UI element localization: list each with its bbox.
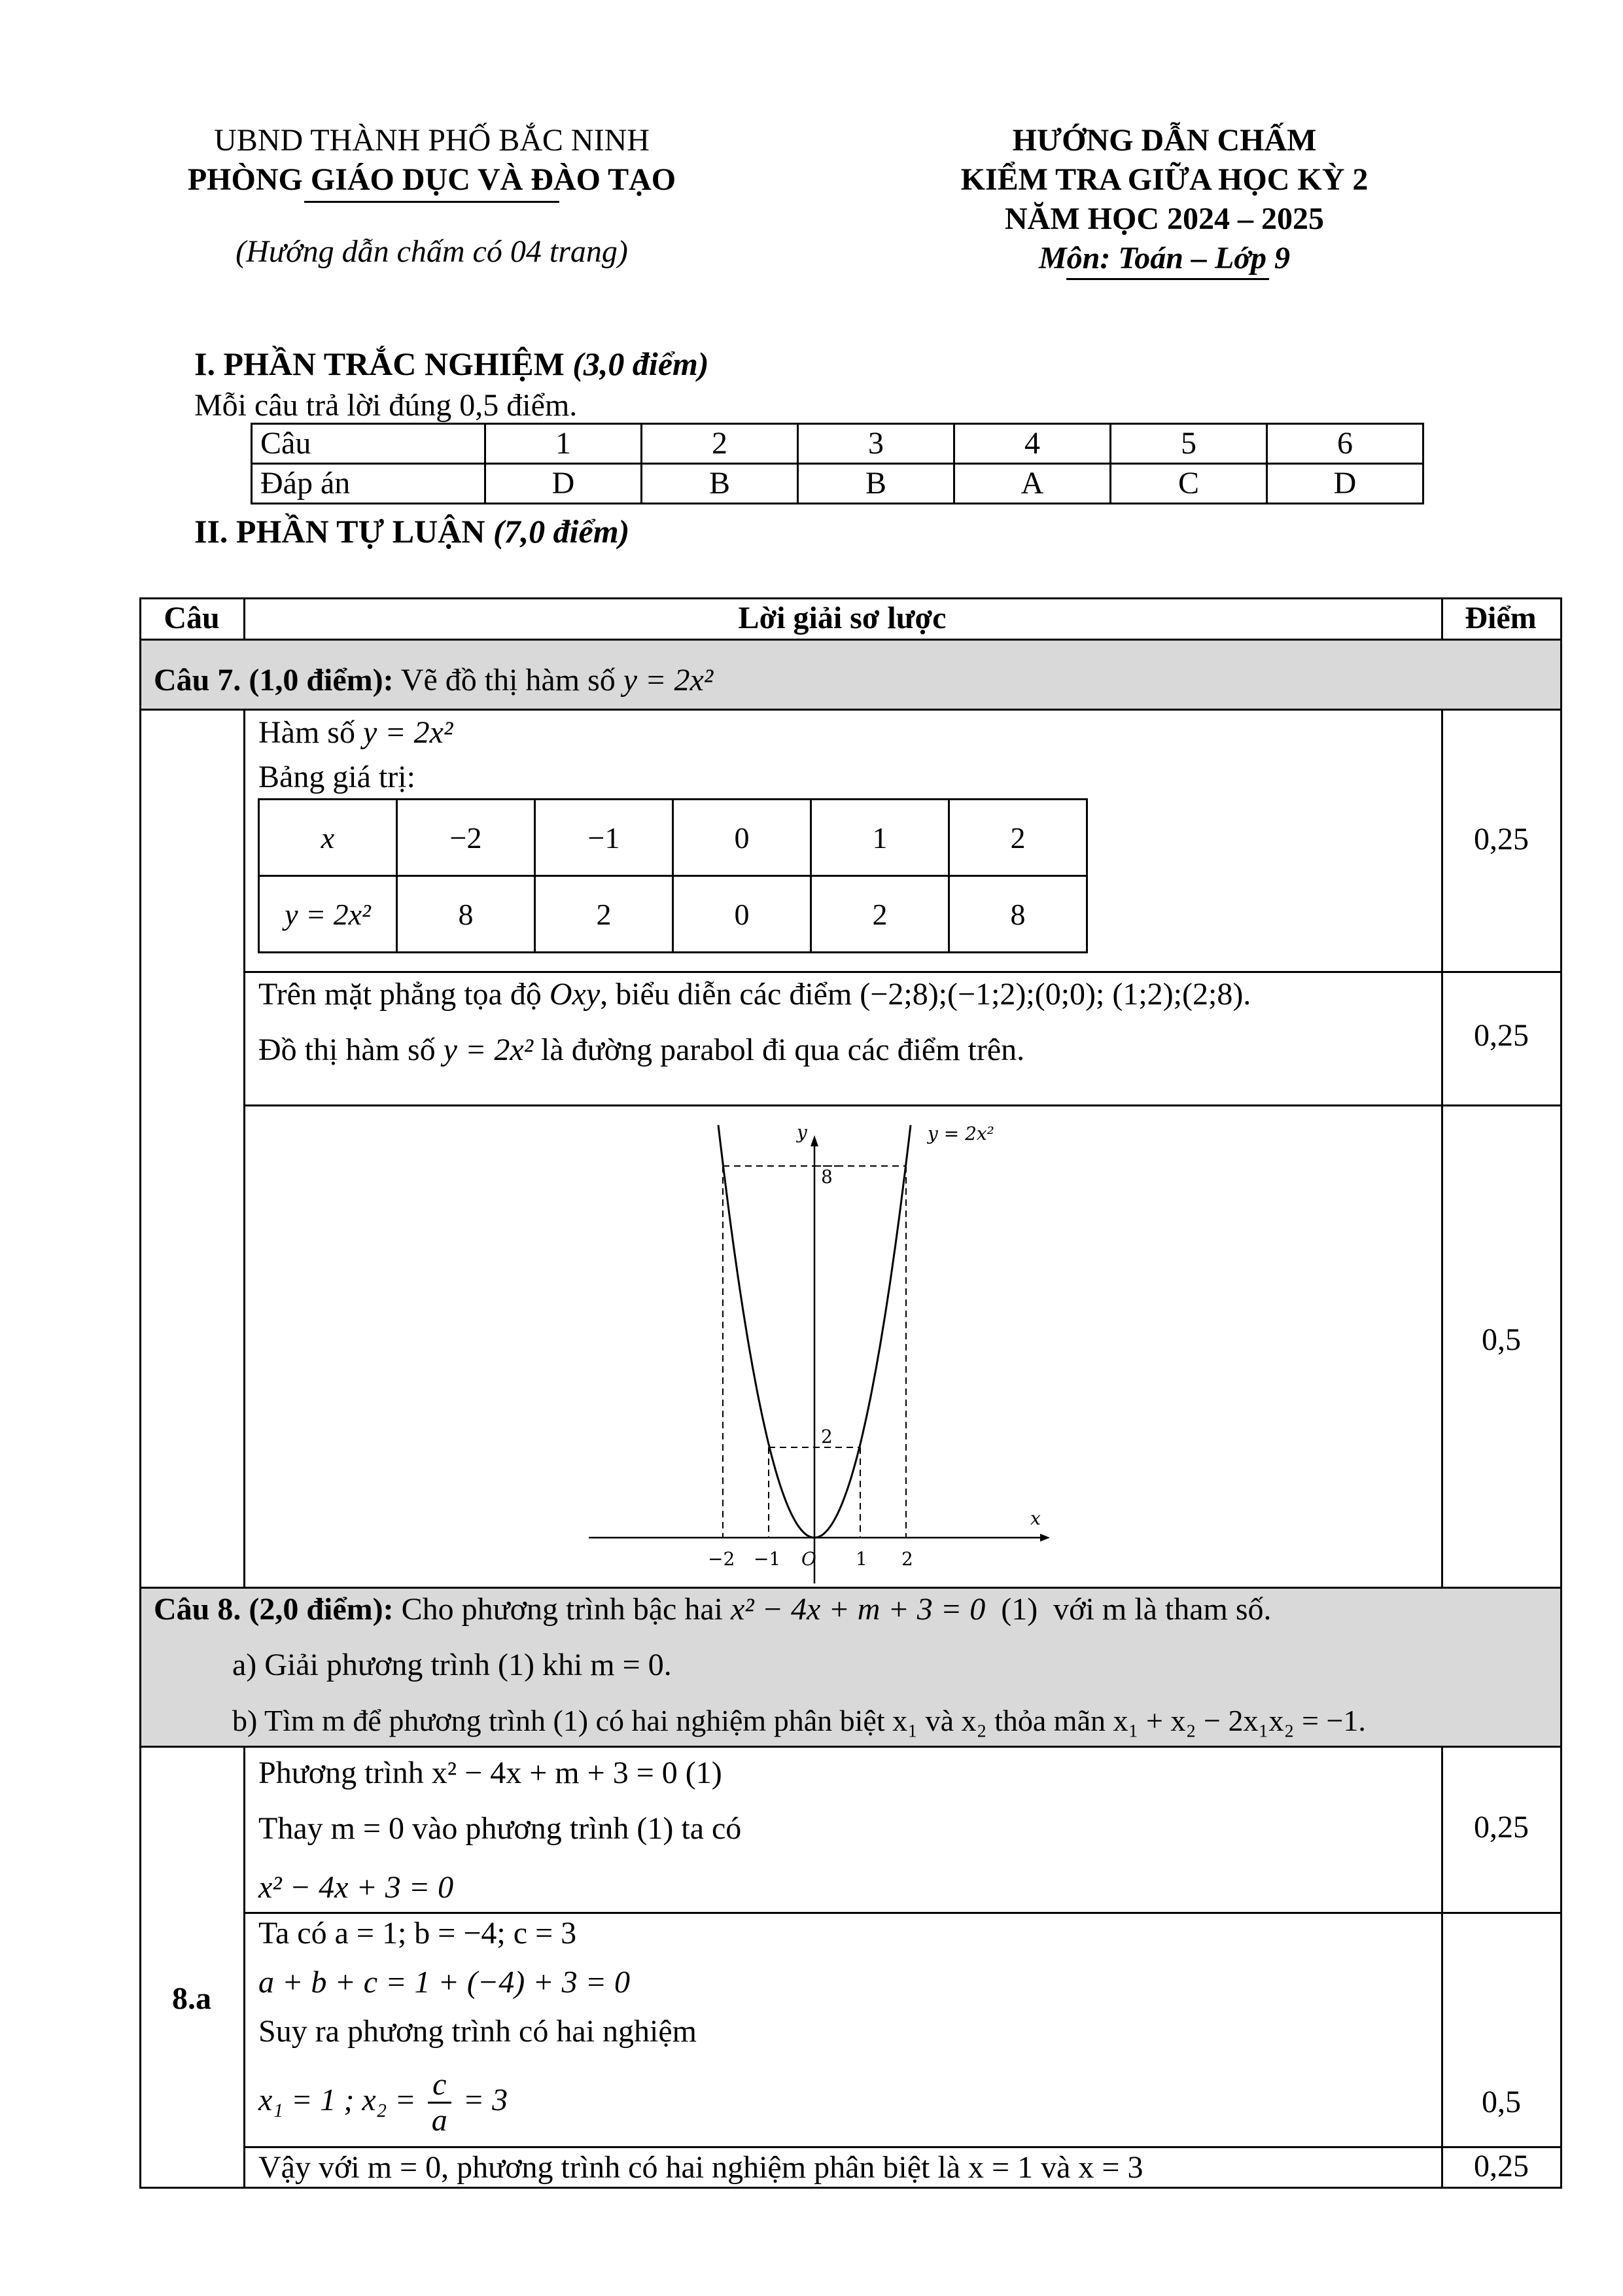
col-header-diem: Điểm	[1465, 601, 1537, 635]
fraction-c-over-a	[428, 2068, 451, 2138]
q8-heading-eq: x² − 4x + m + 3 = 0	[730, 1592, 986, 1627]
q8a-r2-points: 0,5	[1482, 2085, 1521, 2119]
header-right-underline	[1066, 278, 1269, 280]
q8a-r3-line: Vậy với m = 0, phương trình có hai nghiệm phân biệt là x = 1 và x = 3	[258, 2150, 1143, 2185]
answer-key-a: B	[798, 464, 954, 504]
q7-heading-text: Vẽ đồ thị hàm số	[400, 663, 616, 698]
q7-heading	[154, 661, 713, 700]
q7-heading-math: y = 2x²	[623, 663, 714, 698]
q7-r2-points-list: (−2;8);(−1;2);(0;0); (1;2);(2;8).	[860, 977, 1251, 1012]
answer-key-answers-row	[252, 464, 1423, 504]
q8a-r1-line1: Phương trình x² − 4x + m + 3 = 0 (1)	[258, 1756, 722, 1790]
q7-r1-points: 0,25	[1474, 822, 1529, 857]
q8a-r1-line3: x² − 4x + 3 = 0	[258, 1870, 454, 1905]
q7-r2-text-a: Trên mặt phẳng tọa độ	[258, 977, 542, 1012]
part2-title-text: II. PHẦN TỰ LUẬN	[194, 513, 485, 550]
parabola-graph	[589, 1112, 1086, 1583]
exam-name: KIỂM TRA GIỮA HỌC KỲ 2	[960, 162, 1369, 197]
q7-r1-line2: Bảng giá trị:	[258, 760, 415, 794]
q8-heading-tail: với m là tham số.	[1053, 1592, 1272, 1627]
value-table-y: 8	[397, 876, 535, 953]
value-table-x: −2	[397, 800, 535, 876]
value-table-x-row	[259, 800, 1087, 876]
part2-points: (7,0 điểm)	[493, 513, 630, 550]
y-axis-label: y	[797, 1122, 807, 1143]
q7-r2-line2-math: y = 2x²	[443, 1033, 534, 1067]
part1-title-text: I. PHẦN TRẮC NGHIỆM	[194, 345, 565, 382]
answer-key-a: D	[485, 464, 642, 504]
tick-x-2: 2	[901, 1548, 913, 1570]
q7-r2-line2	[258, 1031, 1024, 1070]
value-table-x: 1	[811, 800, 949, 876]
origin-label: O	[801, 1548, 816, 1570]
q7-r2-math-oxy: Oxy	[549, 977, 601, 1012]
answer-key-a: C	[1111, 464, 1267, 504]
q8a-r1-line2: Thay m = 0 vào phương trình (1) ta có	[258, 1811, 742, 1846]
value-table-y-row	[259, 876, 1087, 953]
tick-x-1: 1	[856, 1548, 867, 1570]
answer-key-a: A	[954, 464, 1111, 504]
q7-r1-line1	[258, 713, 453, 752]
q8a-r2-line4	[258, 2064, 508, 2138]
value-table-y: 8	[949, 876, 1087, 953]
q7-heading-bold: Câu 7. (1,0 điểm):	[154, 663, 394, 698]
q7-r2-points: 0,25	[1474, 1018, 1529, 1053]
x-axis-label: x	[1030, 1508, 1041, 1529]
tick-y-2: 2	[821, 1426, 833, 1447]
q8-heading-text: Cho phương trình bậc hai	[401, 1592, 723, 1627]
function-label: y = 2x²	[928, 1123, 994, 1144]
part1-points: (3,0 điểm)	[572, 345, 709, 382]
q8-heading	[154, 1590, 1272, 1629]
value-table-x: 2	[949, 800, 1087, 876]
answer-key-a-label: Đáp án	[252, 464, 485, 504]
q8a-r2-line3: Suy ra phương trình có hai nghiệm	[258, 2014, 697, 2049]
answer-key-q: 4	[954, 424, 1111, 464]
answer-key-q: 1	[485, 424, 642, 464]
header-left	[105, 121, 759, 272]
value-table-y: 2	[811, 876, 949, 953]
answer-key-q: 6	[1267, 424, 1423, 464]
answer-key-q-label: Câu	[252, 424, 485, 464]
answer-key-q: 5	[1111, 424, 1267, 464]
answer-key-table	[251, 423, 1424, 504]
col-header-loigiai: Lời giải sơ lược	[738, 601, 947, 635]
authority-name: UBND THÀNH PHỐ BẮC NINH	[214, 123, 650, 158]
answer-key-a: B	[642, 464, 798, 504]
q8a-label: 8.a	[172, 1981, 211, 2016]
value-table-y-label: y = 2x²	[259, 876, 397, 953]
page-count-note: (Hướng dẫn chấm có 04 trang)	[236, 234, 628, 269]
col-header-cau: Câu	[164, 601, 220, 635]
doc-title: HƯỚNG DẪN CHẤM	[1012, 123, 1317, 158]
tick-x-m1: −1	[754, 1548, 781, 1570]
tick-y-8: 8	[821, 1166, 833, 1188]
value-table-x: 0	[673, 800, 811, 876]
q8a-roots-text: x₁ = 1 ; x₂ =	[258, 2083, 416, 2117]
value-table-y: 0	[673, 876, 811, 953]
value-table-x: −1	[535, 800, 673, 876]
q8-sub-b: b) Tìm m để phương trình (1) có hai nghiệm phân biệt x₁ và x₂ thỏa mãn x₁ + x₂ − 2x₁x₂ = −1.	[232, 1704, 1366, 1737]
subject-grade: Môn: Toán – Lớp 9	[1038, 241, 1291, 275]
q8-heading-bold: Câu 8. (2,0 điểm):	[154, 1592, 394, 1627]
answer-key-a: D	[1267, 464, 1423, 504]
fraction-denominator: a	[431, 2103, 447, 2138]
answer-key-q: 2	[642, 424, 798, 464]
q8a-r2-line2: a + b + c = 1 + (−4) + 3 = 0	[258, 1965, 631, 2000]
y-axis-arrow	[811, 1135, 818, 1146]
q8-heading-num: (1)	[1001, 1592, 1038, 1627]
header-left-underline	[304, 201, 559, 203]
x-axis-arrow	[1040, 1534, 1050, 1542]
q7-r2-line1	[258, 975, 1251, 1014]
answer-key-q: 3	[798, 424, 954, 464]
part2-title	[194, 512, 629, 550]
q7-r2-text-b: , biểu diễn các điểm	[600, 977, 852, 1012]
fraction-numerator: c	[428, 2068, 451, 2104]
q8a-r1-points: 0,25	[1474, 1810, 1529, 1845]
department-name: PHÒNG GIÁO DỤC VÀ ĐÀO TẠO	[187, 162, 676, 197]
tick-x-m2: −2	[708, 1548, 735, 1570]
header-right	[870, 121, 1459, 278]
answer-key-questions-row	[252, 424, 1423, 464]
part1-note: Mỗi câu trả lời đúng 0,5 điểm.	[194, 388, 578, 423]
value-table-y: 2	[535, 876, 673, 953]
part1-title	[194, 345, 709, 383]
q7-r3-points: 0,5	[1482, 1322, 1521, 1357]
q7-r2-line2-tail: là đường parabol đi qua các điểm trên.	[541, 1033, 1025, 1067]
q8a-r2-line1: Ta có a = 1; b = −4; c = 3	[258, 1916, 577, 1951]
q8a-r3-points: 0,25	[1474, 2149, 1529, 2183]
value-table	[258, 798, 1088, 953]
value-table-x-label: x	[259, 800, 397, 876]
q7-r2-line2-text: Đồ thị hàm số	[258, 1033, 436, 1067]
school-year: NĂM HỌC 2024 – 2025	[1005, 202, 1324, 236]
q7-r1-text: Hàm số	[258, 715, 355, 750]
q8-sub-a: a) Giải phương trình (1) khi m = 0.	[232, 1648, 672, 1682]
q7-r1-math: y = 2x²	[362, 715, 453, 750]
q8a-roots-result: = 3	[462, 2083, 508, 2117]
